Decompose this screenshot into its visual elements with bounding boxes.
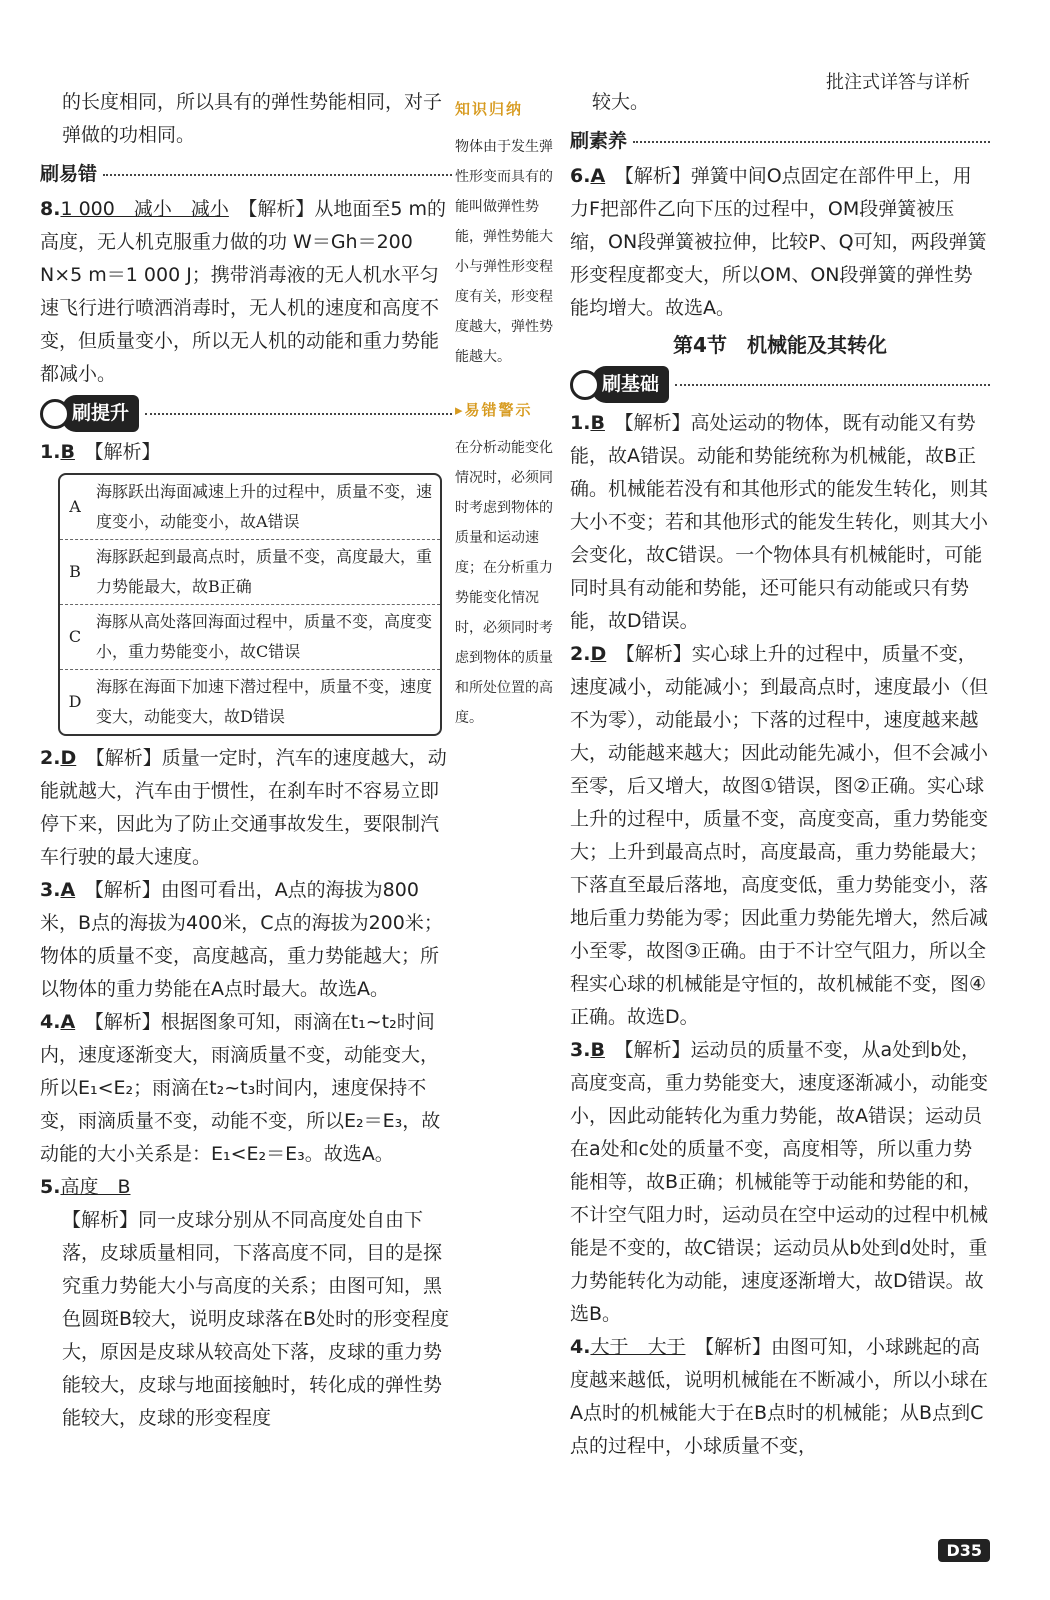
section-yicuo <box>40 158 452 191</box>
question-number: 1. <box>570 412 591 434</box>
explanation: 【解析】从地面至5 m的高度，无人机克服重力做的功 W＝Gh＝200 N×5 m＝1 000 J；携带消毒液的无人机水平匀速飞行进行喷洒消毒时，无人机的速度和高度不变，但质量变小，所以无人机的动能和重力势能都减小。 <box>40 198 447 385</box>
answer: A <box>590 165 606 187</box>
running-header: 批注式详答与详析 <box>826 72 970 93</box>
explanation: 【解析】弹簧中间O点固定在部件甲上，用力F把部件乙向下压的过程中，OM段弹簧被压缩，ON段弹簧被拉伸，比较P、Q可知，两段弹簧形变程度都变大，所以OM、ON段弹簧的弹性势能均增大。故选A。 <box>570 165 987 319</box>
explanation: 【解析】根据图象可知，雨滴在t₁~t₂时间内，速度逐渐变大，雨滴质量不变，动能变大，所以E₁<E₂；雨滴在t₂~t₃时间内，速度保持不变，雨滴质量不变，动能不变，所以E₂＝E₃，故动能的大小关系是：E₁<E₂＝E₃。故选A。 <box>40 1011 441 1165</box>
answer: A <box>60 879 76 901</box>
answer: A <box>60 1011 76 1033</box>
question-2 <box>40 742 452 874</box>
question-number: 4. <box>40 1011 61 1033</box>
answer: D <box>60 747 77 769</box>
banner-label: 刷提升 <box>62 395 139 432</box>
table-row <box>60 670 440 734</box>
explanation: 【解析】质量一定时，汽车的速度越大，动能就越大，汽车由于惯性，在刹车时不容易立即停下来，因此为了防止交通事故发生，要限制汽车行驶的最大速度。 <box>40 747 447 868</box>
table-row <box>60 605 440 670</box>
question-number: 1. <box>40 441 61 463</box>
explanation: 【解析】同一皮球分别从不同高度处自由下落，皮球质量相同，下落高度不同，目的是探究重力势能大小与高度的关系；由图可知，黑色圆斑B较大，说明皮球落在B处时的形变程度大，原因是皮球从较高处下落，皮球的重力势能较大，皮球与地面接触时，转化成的弹性势能较大，皮球的形变程度 <box>62 1209 450 1429</box>
question-number: 2. <box>570 643 591 665</box>
banner-tisheng <box>40 395 452 432</box>
question-2 <box>570 638 990 1034</box>
section-label: 刷易错 <box>40 163 98 185</box>
explanation: 【解析】高处运动的物体，既有动能又有势能，故A错误。动能和势能统称为机械能，故B正确。机械能若没有和其他形式的能发生转化，则其大小不变；若和其他形式的能发生转化，则其大小会变化，故C错误。一个物体具有机械能时，可能同时具有动能和势能，还可能只有动能或只有势能，故D错误。 <box>570 412 989 632</box>
note-title-text: 易错警示 <box>464 401 533 419</box>
answer: 大于 大于 <box>590 1336 686 1358</box>
right-column <box>570 86 990 1463</box>
section-title: 第4节 机械能及其转化 <box>673 333 887 357</box>
banner-jichu <box>570 366 990 403</box>
answer: 1 000 减小 减小 <box>60 198 229 220</box>
row-key: B <box>69 562 81 581</box>
left-column <box>40 86 452 1435</box>
question-1 <box>40 436 452 469</box>
dotted-divider <box>103 174 452 176</box>
row-value: 海豚在海面下加速下潜过程中，质量不变，速度变大，动能变大，故D错误 <box>96 677 433 726</box>
answer: D <box>590 643 607 665</box>
row-value: 海豚从高处落回海面过程中，质量不变，高度变小，重力势能变小，故C错误 <box>96 612 433 661</box>
question-number: 8. <box>40 198 61 220</box>
note-title <box>455 394 565 427</box>
row-key: A <box>69 497 81 516</box>
question-1 <box>570 407 990 638</box>
answer: B <box>60 441 75 463</box>
table-row <box>60 475 440 540</box>
question-number: 2. <box>40 747 61 769</box>
table-row <box>60 540 440 605</box>
answer: B <box>590 1039 605 1061</box>
question-number: 4. <box>570 1336 591 1358</box>
note-title: 知识归纳 <box>455 100 524 118</box>
answer: 高度 B <box>60 1176 131 1198</box>
row-key: C <box>68 627 82 646</box>
question-4 <box>40 1006 452 1171</box>
question-number: 6. <box>570 165 591 187</box>
dotted-divider <box>633 141 990 143</box>
badge-icon <box>570 370 600 400</box>
question-number: 3. <box>570 1039 591 1061</box>
question-5 <box>40 1171 452 1204</box>
explanation: 【解析】由图可知，小球跳起的高度越来越低，说明机械能在不断减小，所以小球在A点时的机械能大于在B点时的机械能；从B点到C点的过程中，小球质量不变， <box>570 1336 989 1457</box>
paragraph: 的长度相同，所以具有的弹性势能相同，对子弹做的功相同。 <box>62 91 443 146</box>
paragraph: 较大。 <box>592 91 650 113</box>
note-text: 物体由于发生弹性形变而具有的能叫做弹性势能，弹性势能大小与弹性形变程度有关，形变程度越大，弹性势能越大。 <box>455 139 553 365</box>
dotted-divider <box>675 384 990 386</box>
analysis-table <box>58 473 442 736</box>
page-number: D35 <box>938 1539 990 1562</box>
badge-icon <box>40 399 70 429</box>
explanation: 【解析】实心球上升的过程中，质量不变，速度减小，动能减小；到最高点时，速度最小（但不为零），动能最小；下落的过程中，速度越来越大，动能越来越大；因此动能先减小，但不会减小至零，后又增大，故图①错误，图②正确。实心球上升的过程中，质量不变，高度变高，重力势能变大；上升到最高点时，高度最高，重力势能最大；下落直至最后落地，高度变低，重力势能变小，落地后重力势能为零；因此重力势能先增大，然后减小至零，故图③正确。由于不计空气阻力，所以全程实心球的机械能是守恒的，故机械能不变，图④正确。故选D。 <box>570 643 989 1028</box>
note-text: 在分析动能变化情况时，必须同时考虑到物体的质量和运动速度；在分析重力势能变化情况时，必须同时考虑到物体的质量和所处位置的高度。 <box>455 440 553 726</box>
question-8 <box>40 193 452 391</box>
explanation-label: 【解析】 <box>93 441 161 463</box>
question-3 <box>40 874 452 1006</box>
row-key: D <box>68 692 82 711</box>
notes-column <box>455 93 565 733</box>
section-label: 刷素养 <box>570 130 628 152</box>
row-value: 海豚跃出海面减速上升的过程中，质量不变，速度变小，动能变小，故A错误 <box>96 482 433 531</box>
banner-label: 刷基础 <box>592 366 669 403</box>
dotted-divider <box>145 413 452 415</box>
row-value: 海豚跃起到最高点时，质量不变，高度最大，重力势能最大，故B正确 <box>96 547 433 596</box>
question-4 <box>570 1331 990 1463</box>
answer: B <box>590 412 605 434</box>
question-number: 5. <box>40 1176 61 1198</box>
question-6 <box>570 160 990 325</box>
explanation: 【解析】由图可看出，A点的海拔为800米，B点的海拔为400米，C点的海拔为200米；物体的质量不变，高度越高，重力势能越大；所以物体的重力势能在A点时最大。故选A。 <box>40 879 443 1000</box>
question-number: 3. <box>40 879 61 901</box>
section-suyang <box>570 125 990 158</box>
question-3 <box>570 1034 990 1331</box>
explanation: 【解析】运动员的质量不变，从a处到b处，高度变高，重力势能变大，速度逐渐减小，动能变小，因此动能转化为重力势能，故A错误；运动员在a处和c处的质量不变，高度相等，所以重力势能相等，故B正确；机械能等于动能和势能的和，不计空气阻力时，运动员在空中运动的过程中机械能是不变的，故C错误；运动员从b处到d处时，重力势能转化为动能，速度逐渐增大，故D错误。故选B。 <box>570 1039 989 1325</box>
arrow-icon: ▸ <box>455 401 465 419</box>
